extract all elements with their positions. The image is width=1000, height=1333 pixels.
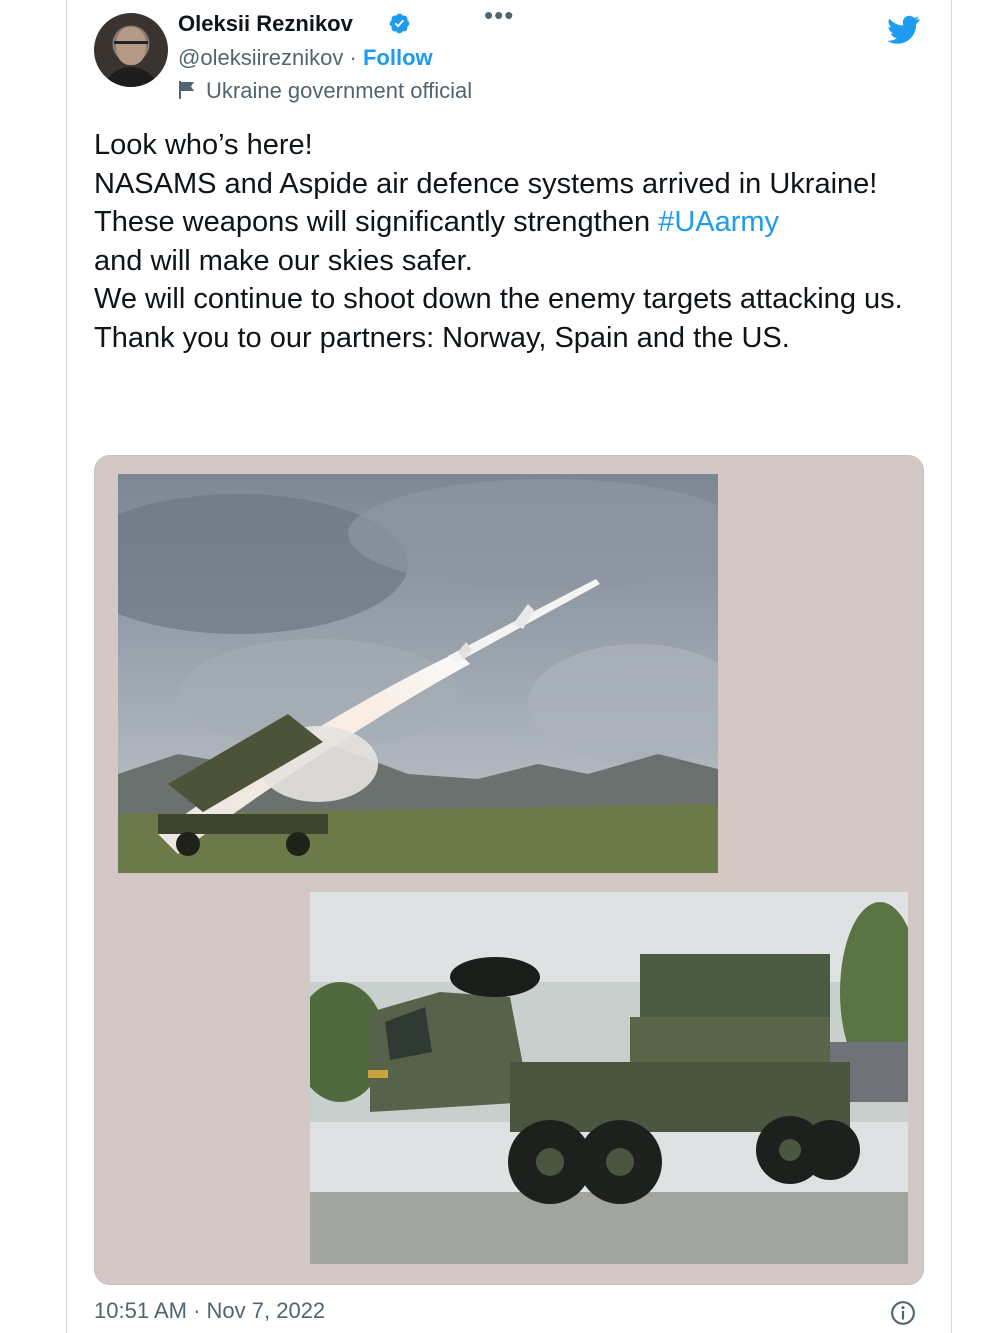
nasams-truck-photo[interactable] xyxy=(310,892,908,1264)
info-icon[interactable] xyxy=(890,1300,916,1326)
timestamp-separator: · xyxy=(193,1298,201,1323)
follow-button[interactable]: Follow xyxy=(362,45,433,70)
tweet-line: and will make our skies safer. xyxy=(94,244,473,277)
missile-launch-photo[interactable] xyxy=(118,474,718,873)
author-handle-line xyxy=(178,45,433,71)
tweet-date: Nov 7, 2022 xyxy=(206,1298,326,1323)
media-attachment[interactable] xyxy=(94,455,924,1285)
flag-icon xyxy=(178,80,196,100)
verified-badge-icon xyxy=(388,12,411,35)
affiliation-text: Ukraine government official xyxy=(206,78,473,103)
tweet-line: We will continue to shoot down the enemy targets attacking us. xyxy=(94,283,903,315)
tweet-line-text: These weapons will significantly strengthen xyxy=(94,206,659,238)
affiliation-label xyxy=(178,78,472,104)
tweet-line: Look who’s here! xyxy=(94,129,313,161)
tweet-line: NASAMS and Aspide air defence systems arrived in Ukraine! xyxy=(94,167,878,200)
twitter-bird-icon[interactable] xyxy=(884,12,922,46)
handle-separator: · xyxy=(349,45,357,70)
tweet-line: Thank you to our partners: Norway, Spain and the US. xyxy=(94,321,790,354)
tweet-time: 10:51 AM xyxy=(94,1298,187,1323)
tweet-text xyxy=(94,126,914,357)
author-name[interactable]: Oleksii Reznikov xyxy=(178,11,353,36)
hashtag-link[interactable]: #UAarmy xyxy=(658,206,780,238)
avatar[interactable] xyxy=(94,13,168,87)
tweet-line xyxy=(94,203,914,242)
author-handle[interactable]: @oleksiireznikov xyxy=(178,45,344,70)
tweet-timestamp[interactable] xyxy=(94,1298,325,1324)
more-options-button[interactable]: ••• xyxy=(484,0,515,30)
